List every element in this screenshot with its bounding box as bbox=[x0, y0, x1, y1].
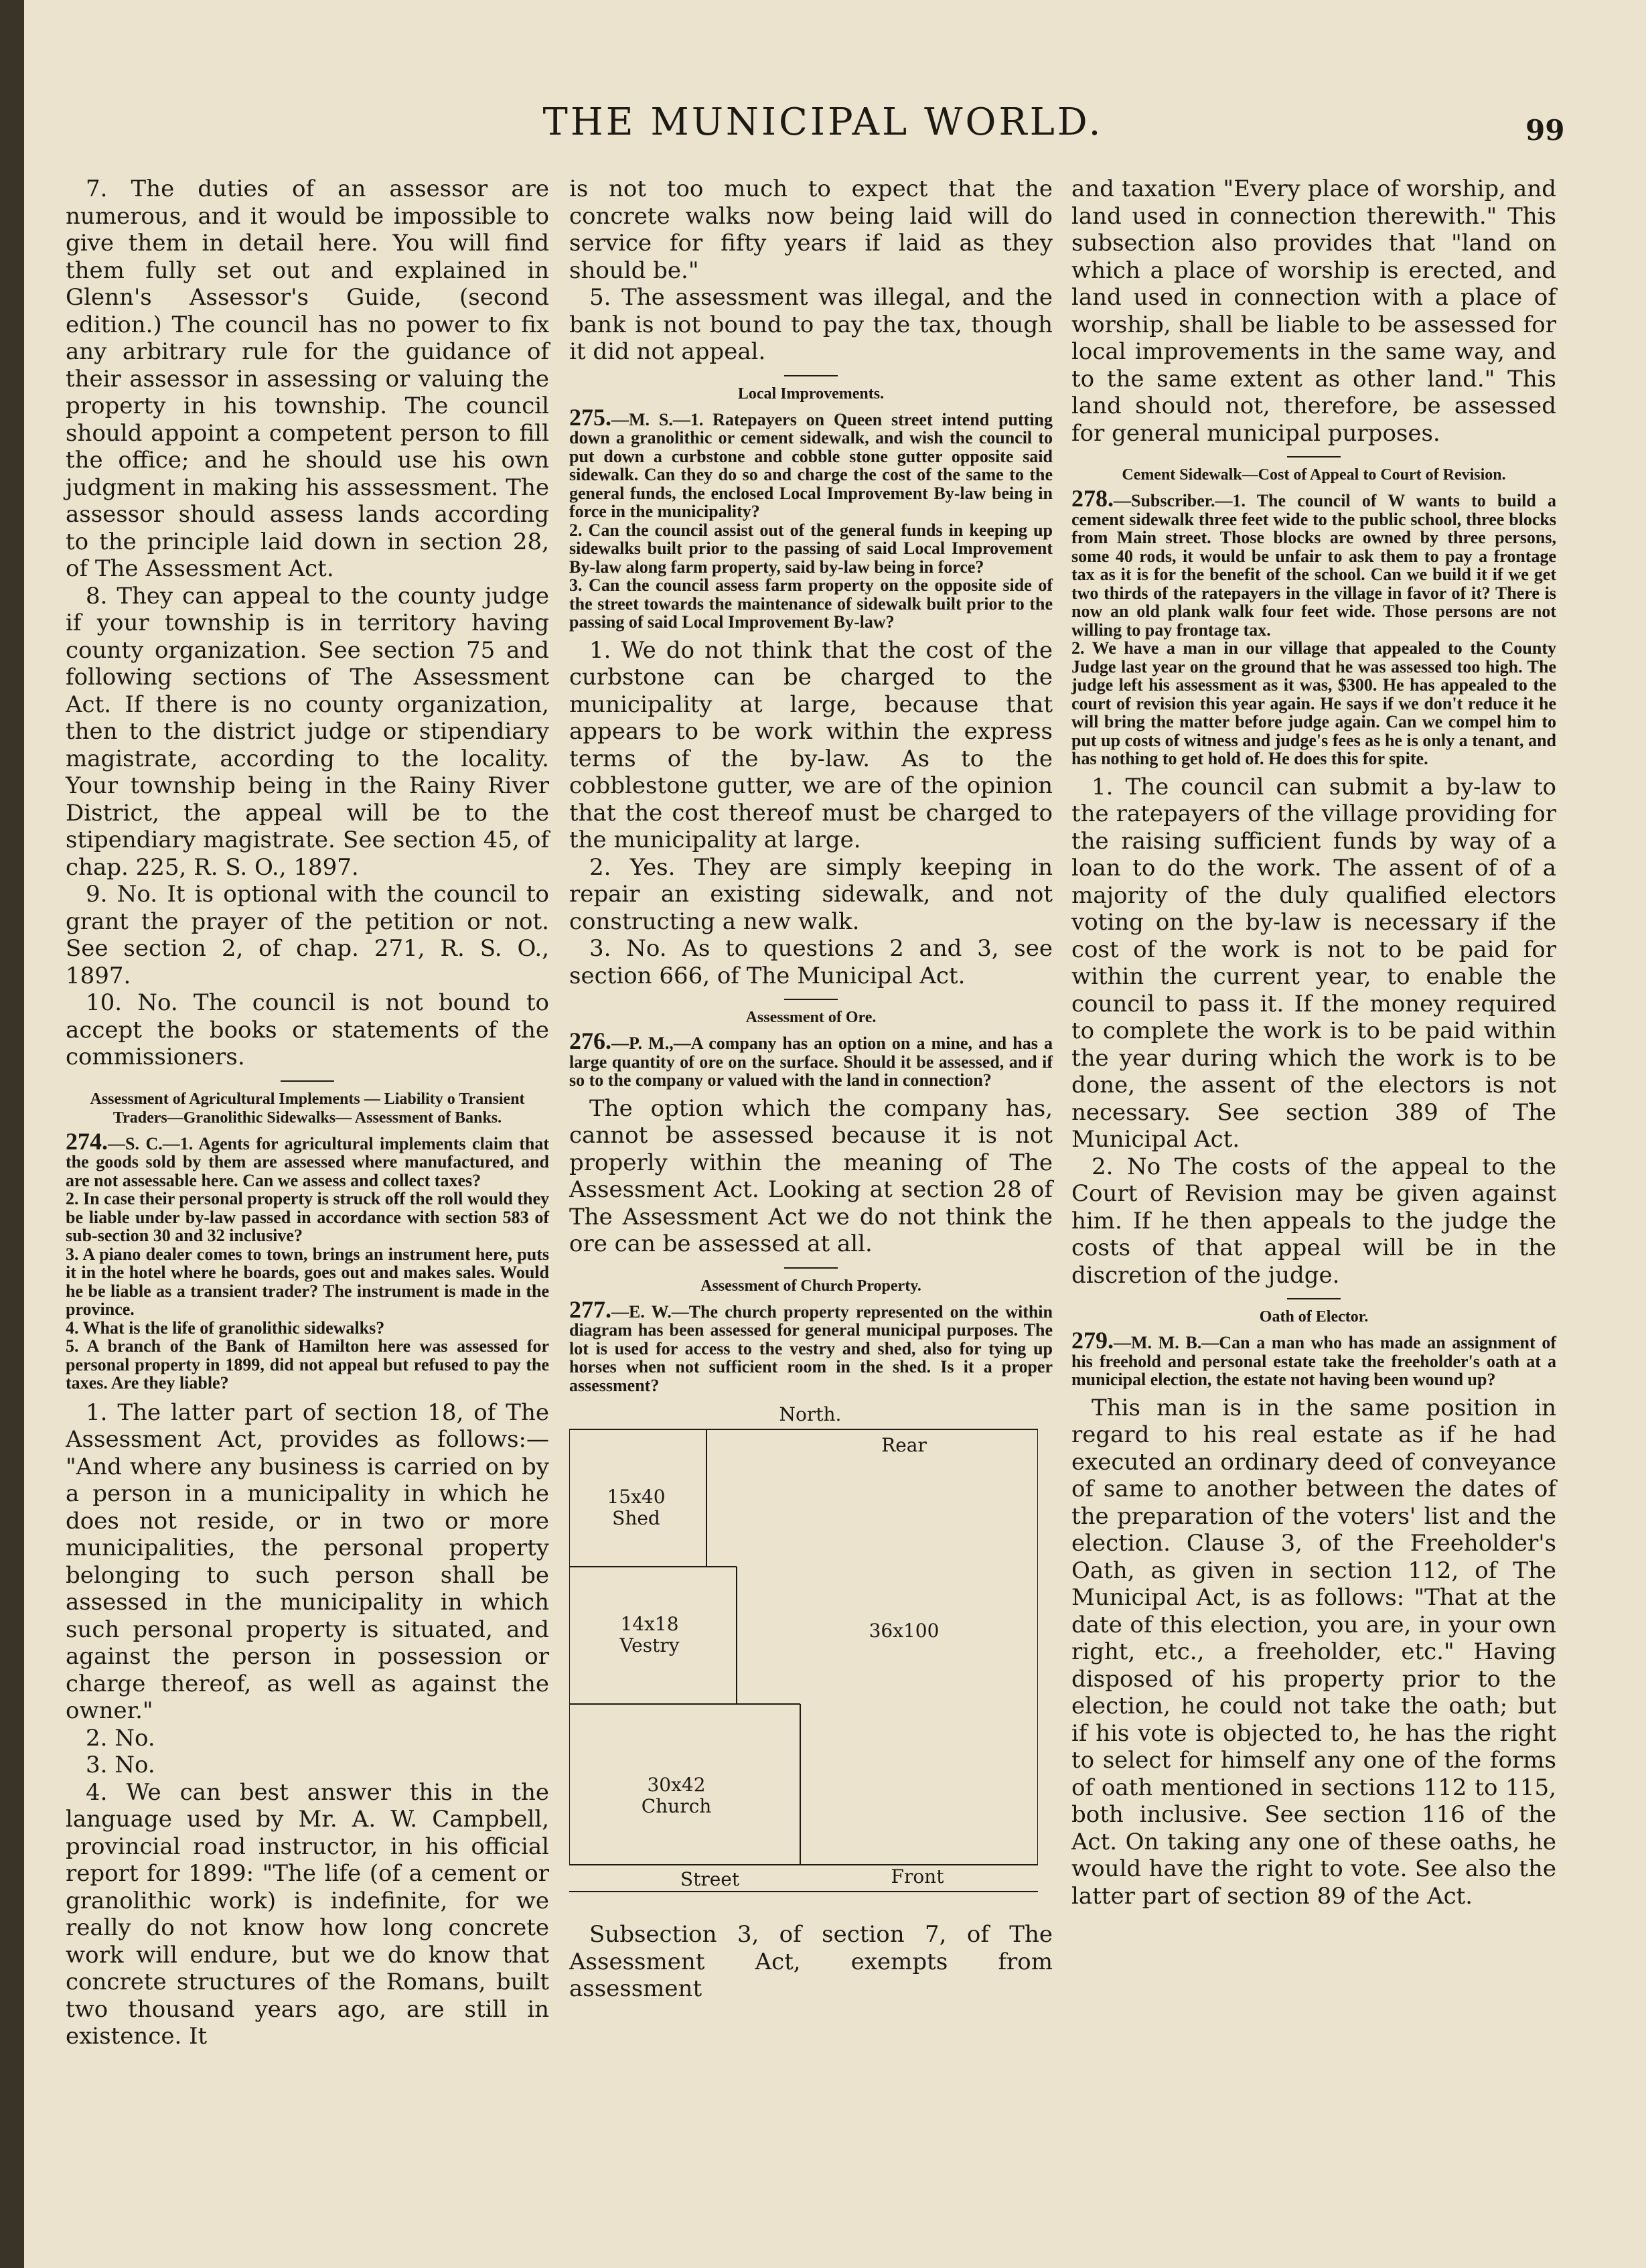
front-label: Front bbox=[891, 1865, 944, 1888]
question-number: 278. bbox=[1071, 485, 1114, 512]
column-3 bbox=[1071, 175, 1556, 1910]
column-1 bbox=[66, 175, 549, 2050]
page-number: 99 bbox=[1525, 114, 1565, 147]
answer-paragraph: 3. No. bbox=[86, 1752, 155, 1778]
lot-plan-lines bbox=[569, 1403, 1038, 1912]
shed-label: 15x40 Shed bbox=[607, 1486, 666, 1529]
section-heading: Cement Sidewalk—Cost of Appeal to Court of Revision. bbox=[1122, 466, 1506, 484]
section-divider bbox=[784, 999, 838, 1000]
column-2 bbox=[569, 175, 1053, 2003]
section-heading: Oath of Elector. bbox=[1259, 1308, 1369, 1326]
question-paragraph: 2. Can the council assist out of the general funds in keeping up sidewalks built prior to the passing of said Local Improvement By-law along farm property, said by-law being in force? bbox=[569, 520, 1053, 577]
section-divider bbox=[784, 375, 838, 376]
section-heading: Local Improvements. bbox=[737, 384, 885, 403]
question-paragraph: 274.—S. C.—1. Agents for agricultural implements claim that the goods sold by them are assessed where manufactured, and are not assessable here. Can we assess and collect taxes? bbox=[66, 1127, 549, 1190]
question-paragraph: 5. A branch of the Bank of Hamilton here was assessed for personal property in 1899, did not appeal but refused to pay the taxes. Are they liable? bbox=[66, 1336, 549, 1393]
answer-paragraph: 3. No. As to questions 2 and 3, see section 666, of The Municipal Act. bbox=[569, 935, 1053, 989]
question-paragraph: 275.—M. S.—1. Ratepayers on Queen street intend putting down a granolithic or cement sidewalk, and wish the council to put down a curbstone and cobble stone gutter opposite said sidewalk. Can they do so and charge the cost of the same to the general funds, the enclosed Local Improvement By-law being in force in the municipality? bbox=[569, 403, 1053, 521]
section-heading: Assessment of Church Property. bbox=[700, 1277, 921, 1295]
question-paragraph: 278.—Subscriber.—1. The council of W wants to build a cement sidewalk three feet wide to the public school, three blocks from Main street. Those blocks are owned by three persons, some 40 rods, it would be unfair to ask them to pay a frontage tax as it is for the benefit of the school. Can we build it if we get two thirds of the ratepayers in the village in favor of it? There is now an old plank walk four feet wide. Those persons are not willing to pay frontage tax. bbox=[1071, 485, 1556, 640]
question-paragraph: 276.—P. M.,—A company has an option on a mine, and has a large quantity of ore on the surface. Should it be assessed, and if so to the company or valued with the land in connection? bbox=[569, 1027, 1053, 1090]
answer-paragraph: 10. No. The council is not bound to accept the books or statements of the commissioners. bbox=[66, 989, 549, 1070]
street-label: Street bbox=[680, 1868, 740, 1890]
question-paragraph: 3. A piano dealer comes to town, brings an instrument here, puts it in the hotel where he boards, goes out and makes sales. Would he be liable as a transient trader? The instrument is made in the province. bbox=[66, 1244, 549, 1319]
question-paragraph: 279.—M. M. B.—Can a man who has made an assignment of his freehold and personal estate take the freeholder's oath at a municipal election, the estate not having been wound up? bbox=[1071, 1327, 1556, 1389]
church-lot-diagram bbox=[569, 1403, 1038, 1912]
question-paragraph: 3. Can the council assess farm property on the opposite side of the street towards the maintenance of sidewalk built prior to the passing of said Local Improvement By-law? bbox=[569, 575, 1053, 632]
section-divider bbox=[1287, 456, 1341, 457]
question-number: 275. bbox=[569, 403, 611, 431]
section-heading: Assessment of Ore. bbox=[745, 1009, 877, 1026]
answer-paragraph: The option which the company has, cannot be assessed because it is not properly within the meaning of The Assessment Act. Looking at section 28 of The Assessment Act we do not think the ore can be assessed at all. bbox=[569, 1094, 1053, 1257]
church-label: 30x42 Church bbox=[641, 1774, 712, 1817]
north-label: North. bbox=[779, 1403, 842, 1425]
answer-paragraph: 7. The duties of an assessor are numerous, and it would be impossible to give them in detail here. You will find them fully set out and explained in Glenn's Assessor's Guide, (second edition.) The council has no power to fix any arbitrary rule for the guidance of their assessor in assessing or valuing the property in his township. The council should appoint a competent person to fill the office; and he should use his own judgment in making his asssessment. The assessor should assess lands according to the principle laid down in section 28, of The Assessment Act. bbox=[66, 175, 549, 582]
question-number: 279. bbox=[1071, 1327, 1114, 1354]
question-paragraph: 4. What is the life of granolithic sidewalks? bbox=[66, 1318, 385, 1338]
answer-paragraph: 2. Yes. They are simply keeping in repair an existing sidewalk, and not constructing a new walk. bbox=[569, 853, 1053, 935]
answer-paragraph: 2. No The costs of the appeal to the Court of Revision may be given against him. If he then appeals to the judge the costs of that appeal will be in the discretion of the judge. bbox=[1071, 1153, 1556, 1289]
masthead-title: THE MUNICIPAL WORLD. bbox=[542, 100, 1104, 144]
section-divider bbox=[281, 1080, 334, 1082]
answer-paragraph: 8. They can appeal to the county judge if your township is in territory having county organization. See section 75 and following sections of The Assessment Act. If there is no county organization, then to the district judge or stipendiary magistrate, according to the locality. Your township being in the Rainy River District, the appeal will be to the stipendiary magistrate. See section 45, of chap. 225, R. S. O., 1897. bbox=[66, 582, 549, 881]
question-paragraph: 277.—E. W.—The church property represented on the within diagram has been assessed for general municipal purposes. The lot is used for access to the vestry and shed, also for tying up horses when not sufficient room in the shed. Is it a proper assessment? bbox=[569, 1295, 1053, 1395]
answer-paragraph: 4. We can best answer this in the language used by Mr. A. W. Campbell, provincial road instructor, in his official report for 1899: "The life (of a cement or granolithic work) is indefinite, for we really do not know how long concrete work will endure, but we do know that concrete structures of the Romans, built two thousand years ago, are still in existence. It bbox=[66, 1778, 549, 2050]
answer-paragraph: 1. The council can submit a by-law to the ratepayers of the village providing for the raising sufficient funds by way of a loan to do the work. The assent of of a majority of the duly qualified electors voting on the by-law is necessary if the cost of the work is not to be paid for within the current year, to enable the council to pass it. If the money required to complete the work is to be paid within the year during which the work is to be done, the assent of the electors is not necessary. See section 389 of The Municipal Act. bbox=[1071, 773, 1556, 1153]
answer-paragraph: This man is in the same position in regard to his real estate as if he had executed an ordinary deed of conveyance of same to another between the dates of the preparation of the voters' list and the election. Clause 3, of the Freeholder's Oath, as given in section 112, of The Municipal Act, is as follows: "That at the date of this election, you are, in your own right, etc., a freeholder, etc." Having disposed of his property prior to the election, he could not take the oath; but if his vote is objected to, he has the right to select for himself any one of the forms of oath mentioned in sections 112 to 115, both inclusive. See section 116 of the Act. On taking any one of these oaths, he would have the right to vote. See also the latter part of section 89 of the Act. bbox=[1071, 1394, 1556, 1910]
answer-paragraph: and taxation "Every place of worship, and land used in connection therewith." This subsection also provides that "land on which a place of worship is erected, and land used in connection with a place of worship, shall be liable to be assessed for local improvements in the same way, and to the same extent as other land." This land should not, therefore, be assessed for general municipal purposes. bbox=[1071, 175, 1556, 447]
answer-paragraph: Subsection 3, of section 7, of The Assessment Act, exempts from assessment bbox=[569, 1921, 1053, 2002]
question-number: 276. bbox=[569, 1027, 611, 1054]
question-paragraph: 2. In case their personal property is struck off the roll would they be liable under by-law passed in accordance with section 583 of sub-section 30 and 32 inclusive? bbox=[66, 1189, 549, 1245]
answer-paragraph: 1. The latter part of section 18, of The Assessment Act, provides as follows:— "And where any business is carried on by a person in a municipality in which he does not reside, or in two or more municipalities, the personal property belonging to such person shall be assessed in the municipality in which such personal property is situated, and against the person in possession or charge thereof, as well as against the owner." bbox=[66, 1399, 549, 1724]
answer-paragraph: 5. The assessment was illegal, and the bank is not bound to pay the tax, though it did not appeal. bbox=[569, 284, 1053, 365]
rear-label: Rear bbox=[881, 1434, 927, 1456]
answer-paragraph: 1. We do not think that the cost of the curbstone can be charged to the municipality at large, because that appears to be work within the express terms of the by-law. As to the cobblestone gutter, we are of the opinion that the cost thereof must be charged to the municipality at large. bbox=[569, 636, 1053, 853]
answer-paragraph: 2. No. bbox=[86, 1724, 155, 1752]
answer-paragraph: is not too much to expect that the concrete walks now being laid will do service for fifty years if laid as they should be." bbox=[569, 175, 1053, 284]
section-heading: Assessment of Agricultural Implements — Liability o Transient Traders—Granolithic Sidewalks— Assessment of Banks. bbox=[90, 1090, 525, 1127]
answer-paragraph: 9. No. It is optional with the council to grant the prayer of the petition or not. See section 2, of chap. 271, R. S. O., 1897. bbox=[66, 881, 549, 989]
section-divider bbox=[1287, 1298, 1341, 1299]
vestry-label: 14x18 Vestry bbox=[619, 1613, 680, 1656]
lot-size-label: 36x100 bbox=[869, 1620, 940, 1642]
question-number: 274. bbox=[66, 1127, 108, 1155]
page-edge bbox=[0, 0, 24, 2268]
question-paragraph: 2. We have a man in our village that appealed to the County Judge last year on the ground that he was assessed too high. The judge left his assessment as it was, $300. He has appealed to the court of revision this year again. He says if we don't reduce it he will bring the matter before judge again. Can we compel him to put up costs of witness and judge's fees as he is only a tenant, and has nothing to get hold of. He does this for spite. bbox=[1071, 638, 1556, 768]
question-number: 277. bbox=[569, 1295, 611, 1323]
section-divider bbox=[784, 1267, 838, 1269]
